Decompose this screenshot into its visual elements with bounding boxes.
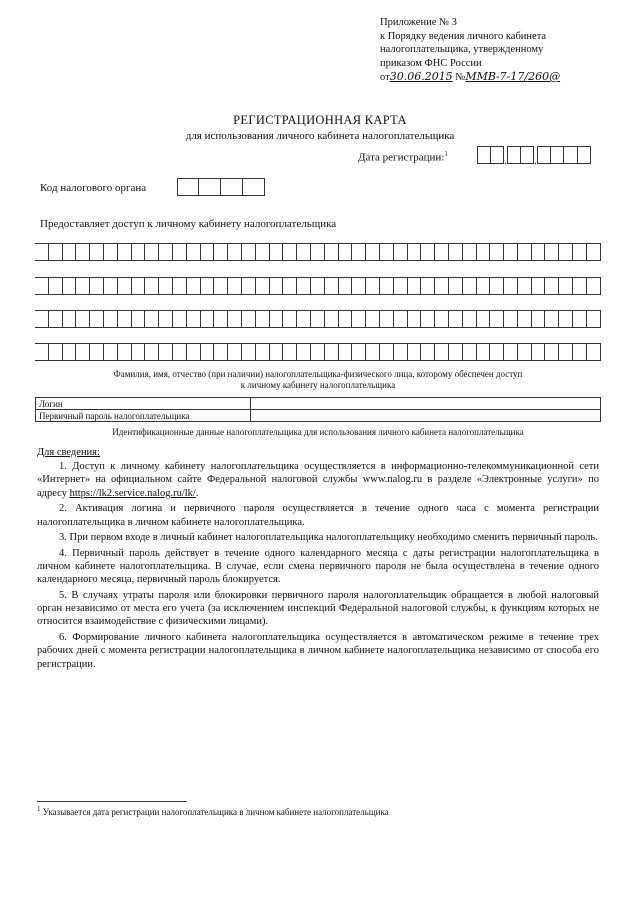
name-grid-row-2[interactable] [35, 277, 601, 295]
info-item-6: 6. Формирование личного кабинета налогоплательщика осуществляется в автоматическом режиме в течение трех рабочих дней с момента регистрации налогоплательщика в личном кабинете налогоплательщика независимо от способа его регистрации. [37, 632, 599, 670]
name-char-cell[interactable] [214, 277, 228, 295]
name-char-cell[interactable] [311, 310, 325, 328]
name-char-cell[interactable] [90, 343, 104, 361]
name-char-cell[interactable] [352, 343, 366, 361]
name-char-cell[interactable] [283, 243, 297, 261]
name-char-cell[interactable] [256, 310, 270, 328]
name-char-cell[interactable] [408, 277, 422, 295]
name-char-cell[interactable] [573, 243, 587, 261]
name-char-cell[interactable] [228, 310, 242, 328]
name-char-cell[interactable] [449, 343, 463, 361]
name-char-cell[interactable] [339, 310, 353, 328]
name-char-cell[interactable] [256, 243, 270, 261]
name-char-cell[interactable] [63, 343, 77, 361]
name-char-cell[interactable] [104, 310, 118, 328]
name-grid-row-4[interactable] [35, 343, 601, 361]
name-char-cell[interactable] [242, 343, 256, 361]
name-char-cell[interactable] [559, 310, 573, 328]
appendix-order-ref [380, 70, 560, 85]
name-char-cell[interactable] [325, 343, 339, 361]
name-char-cell[interactable] [380, 343, 394, 361]
name-char-cell[interactable] [587, 277, 601, 295]
name-char-cell[interactable] [366, 343, 380, 361]
name-char-cell[interactable] [408, 343, 422, 361]
card-subtitle: для использования личного кабинета налогоплательщика [185, 130, 455, 142]
name-char-cell[interactable] [228, 243, 242, 261]
name-char-cell[interactable] [311, 343, 325, 361]
name-char-cell[interactable] [532, 310, 546, 328]
password-label: Первичный пароль налогоплательщика [36, 410, 251, 422]
name-char-cell[interactable] [49, 343, 63, 361]
name-char-cell[interactable] [394, 243, 408, 261]
name-char-cell[interactable] [35, 310, 49, 328]
info-section [37, 446, 599, 673]
name-char-cell[interactable] [311, 277, 325, 295]
name-char-cell[interactable] [256, 343, 270, 361]
name-char-cell[interactable] [104, 343, 118, 361]
name-char-cell[interactable] [394, 277, 408, 295]
name-char-cell[interactable] [63, 310, 77, 328]
appendix-line-1: Приложение № 3 [380, 17, 457, 28]
name-char-cell[interactable] [201, 277, 215, 295]
name-char-cell[interactable] [214, 243, 228, 261]
name-char-cell[interactable] [394, 310, 408, 328]
name-char-cell[interactable] [270, 310, 284, 328]
name-char-cell[interactable] [504, 343, 518, 361]
name-char-cell[interactable] [76, 277, 90, 295]
name-char-cell[interactable] [352, 277, 366, 295]
name-char-cell[interactable] [532, 243, 546, 261]
table-row [36, 398, 601, 410]
name-char-cell[interactable] [380, 243, 394, 261]
info-item-4: 4. Первичный пароль действует в течение одного календарного месяца с даты регистрации налогоплательщика в личном кабинете налогоплательщика. В случае, если смена первичного пароля не была осуществлена в течение одного календарного месяца, первичный пароль блокируется. [37, 547, 599, 586]
name-char-cell[interactable] [518, 277, 532, 295]
name-char-cell[interactable] [477, 343, 491, 361]
name-char-cell[interactable] [159, 243, 173, 261]
name-char-cell[interactable] [283, 343, 297, 361]
name-char-cell[interactable] [545, 310, 559, 328]
name-char-cell[interactable] [532, 277, 546, 295]
name-char-cell[interactable] [532, 343, 546, 361]
name-char-cell[interactable] [228, 277, 242, 295]
name-char-cell[interactable] [587, 343, 601, 361]
name-char-cell[interactable] [545, 243, 559, 261]
name-char-cell[interactable] [559, 243, 573, 261]
name-char-cell[interactable] [477, 277, 491, 295]
name-char-cell[interactable] [477, 310, 491, 328]
access-statement: Предоставляет доступ к личному кабинету налогоплательщика [40, 218, 337, 230]
name-char-cell[interactable] [366, 243, 380, 261]
date-prefix: от [380, 72, 390, 83]
name-char-cell[interactable] [504, 243, 518, 261]
lk-link[interactable]: https://lk2.service.nalog.ru/lk/ [69, 487, 196, 499]
tax-authority-code-label: Код налогового органа [40, 182, 147, 194]
name-char-cell[interactable] [325, 277, 339, 295]
name-char-cell[interactable] [270, 343, 284, 361]
name-char-cell[interactable] [159, 277, 173, 295]
identification-table [35, 397, 601, 422]
name-char-cell[interactable] [297, 343, 311, 361]
name-char-cell[interactable] [76, 310, 90, 328]
name-char-cell[interactable] [283, 277, 297, 295]
name-char-cell[interactable] [435, 343, 449, 361]
identification-caption: Идентификационные данные налогоплательщика для использования личного кабинета налогоплательщика [112, 427, 524, 437]
name-char-cell[interactable] [63, 277, 77, 295]
name-char-cell[interactable] [187, 277, 201, 295]
name-char-cell[interactable] [421, 277, 435, 295]
name-char-cell[interactable] [104, 277, 118, 295]
name-char-cell[interactable] [145, 310, 159, 328]
name-char-cell[interactable] [132, 277, 146, 295]
name-char-cell[interactable] [408, 310, 422, 328]
name-char-cell[interactable] [339, 343, 353, 361]
info-item-1: 1. Доступ к личному кабинету налогоплательщика осуществляется в информационно-телекоммуникационной сети «Интернет» на официальном сайте Федеральной налоговой службы www.nalog.ru в разделе «Электронные услуги» по адресу https://lk2.service.nalog.ru/lk/. [37, 461, 599, 499]
name-char-cell[interactable] [242, 277, 256, 295]
name-char-cell[interactable] [449, 243, 463, 261]
name-char-cell[interactable] [118, 310, 132, 328]
name-char-cell[interactable] [118, 343, 132, 361]
name-char-cell[interactable] [408, 243, 422, 261]
appendix-header [380, 16, 560, 85]
number-prefix: № [455, 72, 466, 83]
name-char-cell[interactable] [214, 343, 228, 361]
registration-date-field[interactable] [477, 146, 591, 164]
name-char-cell[interactable] [187, 310, 201, 328]
name-char-cell[interactable] [297, 243, 311, 261]
site-link: www.nalog.ru [362, 474, 423, 486]
name-char-cell[interactable] [173, 243, 187, 261]
name-char-cell[interactable] [35, 243, 49, 261]
name-char-cell[interactable] [214, 310, 228, 328]
name-char-cell[interactable] [463, 277, 477, 295]
name-char-cell[interactable] [270, 277, 284, 295]
name-char-cell[interactable] [325, 243, 339, 261]
login-value[interactable] [251, 398, 601, 410]
password-value[interactable] [251, 410, 601, 422]
name-char-cell[interactable] [297, 277, 311, 295]
name-char-cell[interactable] [145, 343, 159, 361]
name-char-cell[interactable] [380, 277, 394, 295]
name-char-cell[interactable] [587, 243, 601, 261]
name-char-cell[interactable] [421, 310, 435, 328]
name-char-cell[interactable] [449, 310, 463, 328]
name-char-cell[interactable] [352, 310, 366, 328]
name-char-cell[interactable] [573, 277, 587, 295]
info-item-2: 2. Активация логина и первичного пароля осуществляется в течение одного часа с момента регистрации налогоплательщика в личном кабинете налогоплательщика. [37, 503, 599, 528]
info-item-5: 5. В случаях утраты пароля или блокировки первичного пароля налогоплательщик обращается в любой налоговый орган независимо от места его учета (за исключением инспекций Федеральной налоговой службы, к функциям которых не относится взаимодействие с физическими лицами). [37, 590, 599, 628]
appendix-line-4: приказом ФНС России [380, 57, 482, 69]
login-label: Логин [36, 398, 251, 410]
name-char-cell[interactable] [90, 243, 104, 261]
name-char-cell[interactable] [90, 277, 104, 295]
name-char-cell[interactable] [421, 243, 435, 261]
order-date: 30.06.2015 [389, 70, 453, 83]
name-char-cell[interactable] [76, 343, 90, 361]
name-char-cell[interactable] [339, 243, 353, 261]
name-char-cell[interactable] [435, 243, 449, 261]
name-char-cell[interactable] [145, 277, 159, 295]
name-char-cell[interactable] [173, 343, 187, 361]
name-char-cell[interactable] [242, 243, 256, 261]
name-char-cell[interactable] [477, 243, 491, 261]
name-char-cell[interactable] [132, 243, 146, 261]
name-char-cell[interactable] [545, 277, 559, 295]
table-row [36, 410, 601, 422]
name-char-cell[interactable] [559, 343, 573, 361]
name-char-cell[interactable] [518, 310, 532, 328]
name-grid-caption: Фамилия, имя, отчество (при наличии) налогоплательщика-физического лица, которому обеспечен доступ к личному кабинету налогоплательщика [113, 369, 523, 390]
footnote-divider [37, 801, 187, 802]
name-char-cell[interactable] [490, 277, 504, 295]
info-heading: Для сведения: [37, 447, 100, 458]
name-char-cell[interactable] [49, 277, 63, 295]
name-char-cell[interactable] [132, 310, 146, 328]
name-char-cell[interactable] [297, 310, 311, 328]
name-char-cell[interactable] [435, 277, 449, 295]
name-char-cell[interactable] [90, 310, 104, 328]
name-char-cell[interactable] [270, 243, 284, 261]
name-char-cell[interactable] [366, 310, 380, 328]
card-title: РЕГИСТРАЦИОННАЯ КАРТА [233, 113, 407, 127]
name-char-cell[interactable] [173, 310, 187, 328]
tax-authority-code-field[interactable] [177, 178, 265, 196]
name-char-cell[interactable] [35, 277, 49, 295]
name-char-cell[interactable] [104, 243, 118, 261]
footnote-mark: 1 [444, 150, 448, 158]
footnote: $^1$ Указывается дата регистрации налогоплательщика в личном кабинете налогоплательщика [37, 805, 389, 817]
name-char-cell[interactable] [504, 310, 518, 328]
name-char-cell[interactable] [49, 243, 63, 261]
name-char-cell[interactable] [145, 243, 159, 261]
name-char-cell[interactable] [545, 343, 559, 361]
name-char-cell[interactable] [573, 310, 587, 328]
name-char-cell[interactable] [573, 343, 587, 361]
name-char-cell[interactable] [394, 343, 408, 361]
name-char-cell[interactable] [242, 310, 256, 328]
name-char-cell[interactable] [587, 310, 601, 328]
name-char-cell[interactable] [518, 343, 532, 361]
name-char-cell[interactable] [490, 343, 504, 361]
name-char-cell[interactable] [421, 343, 435, 361]
name-grid-row-1[interactable] [35, 243, 601, 261]
name-char-cell[interactable] [256, 277, 270, 295]
name-char-cell[interactable] [187, 243, 201, 261]
name-char-cell[interactable] [35, 343, 49, 361]
info-item-3: 3. При первом входе в личный кабинет налогоплательщика налогоплательщику необходимо сменить первичный пароль. [59, 532, 598, 544]
name-char-cell[interactable] [228, 343, 242, 361]
name-char-cell[interactable] [132, 343, 146, 361]
name-char-cell[interactable] [49, 310, 63, 328]
name-char-cell[interactable] [463, 310, 477, 328]
name-char-cell[interactable] [201, 243, 215, 261]
name-char-cell[interactable] [201, 343, 215, 361]
name-char-cell[interactable] [283, 310, 297, 328]
name-char-cell[interactable] [187, 343, 201, 361]
name-char-cell[interactable] [325, 310, 339, 328]
name-char-cell[interactable] [76, 243, 90, 261]
name-char-cell[interactable] [63, 243, 77, 261]
appendix-line-3: налогоплательщика, утвержденному [380, 44, 544, 55]
name-char-cell[interactable] [490, 243, 504, 261]
name-grid-row-3[interactable] [35, 310, 601, 328]
name-char-cell[interactable] [352, 243, 366, 261]
name-char-cell[interactable] [490, 310, 504, 328]
name-char-cell[interactable] [518, 243, 532, 261]
name-char-cell[interactable] [463, 243, 477, 261]
name-char-cell[interactable] [159, 343, 173, 361]
name-char-cell[interactable] [118, 277, 132, 295]
name-char-cell[interactable] [435, 310, 449, 328]
name-char-cell[interactable] [559, 277, 573, 295]
name-char-cell[interactable] [380, 310, 394, 328]
name-char-cell[interactable] [449, 277, 463, 295]
name-char-cell[interactable] [339, 277, 353, 295]
name-char-cell[interactable] [173, 277, 187, 295]
name-char-cell[interactable] [504, 277, 518, 295]
name-char-cell[interactable] [118, 243, 132, 261]
registration-date-label: Дата регистрации:$^1$ [358, 150, 448, 164]
name-char-cell[interactable] [159, 310, 173, 328]
name-char-cell[interactable] [366, 277, 380, 295]
appendix-line-2: к Порядку ведения личного кабинета [380, 30, 547, 42]
name-char-cell[interactable] [463, 343, 477, 361]
order-number: ММВ-7-17/260@ [465, 70, 561, 83]
name-char-cell[interactable] [201, 310, 215, 328]
name-char-cell[interactable] [311, 243, 325, 261]
